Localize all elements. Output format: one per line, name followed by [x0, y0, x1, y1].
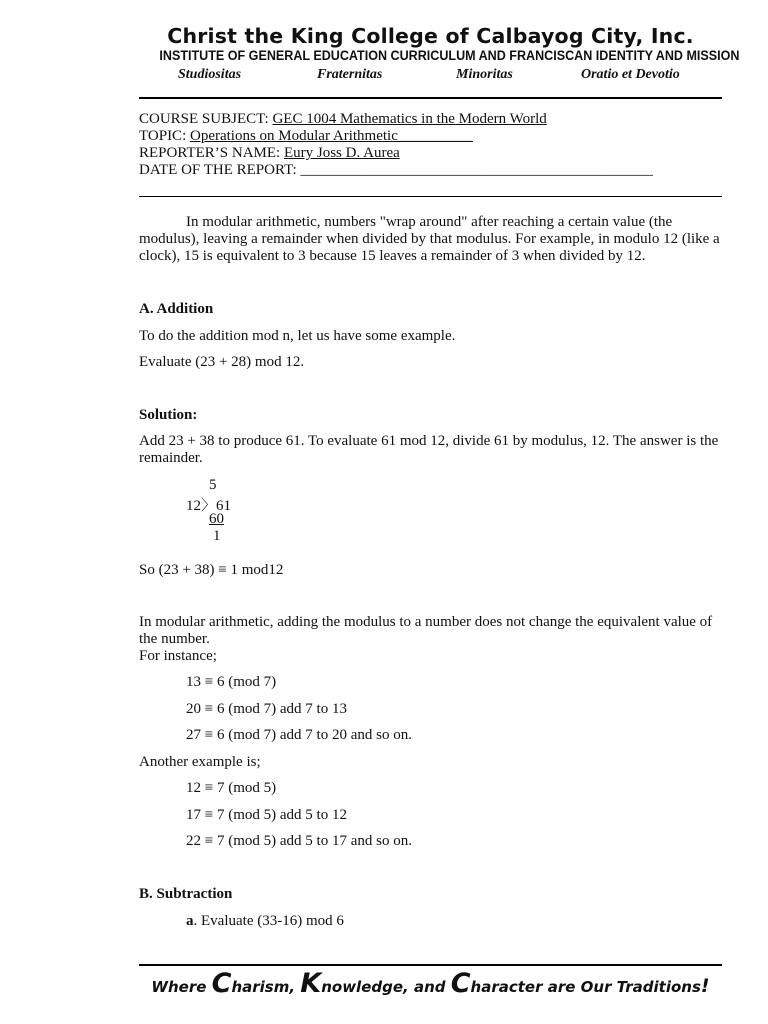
section-b-title: B. Subtraction [139, 886, 233, 902]
property-text: In modular arithmetic, adding the modulus to a number does not change the equivalent value of the number. [139, 614, 713, 647]
footer-text-4: haracter are Our Traditions [470, 978, 701, 996]
example-mod5-3: 22 ≡ 7 (mod 5) add 5 to 17 and so on. [186, 833, 412, 849]
footer-text-2: harism, [231, 978, 301, 996]
reporter-line [139, 145, 400, 162]
institute-name: INSTITUTE OF GENERAL EDUCATION CURRICULUM AND FRANCISCAN IDENTITY AND MISSION [159, 48, 740, 63]
header-rule [139, 97, 722, 99]
footer-tagline [139, 968, 722, 999]
footer-text-1: Where [151, 978, 212, 996]
subtraction-example-a [186, 913, 722, 930]
another-example: Another example is; [139, 754, 261, 770]
motto-studiositas: Studiositas [178, 67, 242, 82]
for-instance: For instance; [139, 648, 217, 664]
example-mod7-3: 27 ≡ 6 (mod 7) add 7 to 20 and so on. [186, 727, 412, 743]
course-subject-line [139, 111, 547, 128]
footer-initial-c1: C [211, 968, 232, 999]
date-value: _______________________________________________ [300, 162, 653, 178]
addition-example: Evaluate (23 + 28) mod 12. [139, 354, 305, 370]
motto-minoritas: Minoritas [456, 67, 513, 82]
division-remainder: 1 [213, 528, 221, 544]
division-product: 60 [209, 511, 224, 527]
reporter-value: Eury Joss D. Aurea [283, 145, 400, 161]
division-quotient: 5 [209, 477, 217, 493]
example-mod7-1: 13 ≡ 6 (mod 7) [186, 674, 277, 690]
example-mod7-2: 20 ≡ 6 (mod 7) add 7 to 13 [186, 701, 347, 717]
footer-rule [139, 964, 722, 966]
topic-line [139, 128, 473, 145]
division-dividend: 12〉61 [186, 498, 232, 514]
date-label: DATE OF THE REPORT: [139, 162, 301, 178]
reporter-label: REPORTER’S NAME: [139, 145, 284, 161]
example-mod5-1: 12 ≡ 7 (mod 5) [186, 780, 277, 796]
example-mod5-2: 17 ≡ 7 (mod 5) add 5 to 12 [186, 807, 347, 823]
footer-initial-c2: C [450, 968, 471, 999]
section-a-title: A. Addition [139, 301, 214, 317]
addition-intro: To do the addition mod n, let us have some example. [139, 328, 456, 344]
topic-label: TOPIC: [139, 128, 190, 144]
topic-value: Operations on Modular Arithmetic__________ [189, 128, 473, 144]
subtraction-a-text: . Evaluate (33-16) mod 6 [193, 913, 344, 929]
course-value: GEC 1004 Mathematics in the Modern World [272, 111, 547, 127]
footer-exclamation: ! [700, 975, 710, 997]
motto-fraternitas: Fraternitas [317, 67, 383, 82]
date-line [139, 162, 653, 179]
solution-text: Add 23 + 38 to produce 61. To evaluate 61 mod 12, divide 61 by modulus, 12. The answer is the remainder. [139, 433, 719, 466]
subtraction-a-label: a [186, 913, 194, 929]
course-label: COURSE SUBJECT: [139, 111, 273, 127]
info-rule [139, 196, 722, 197]
motto-oratio: Oratio et Devotio [581, 67, 680, 82]
footer-text-3: nowledge, and [321, 978, 451, 996]
footer-initial-k: K [300, 968, 322, 999]
addition-conclusion: So (23 + 38) ≡ 1 mod12 [139, 562, 284, 578]
solution-title: Solution: [139, 407, 198, 423]
school-name: Christ the King College of Calbayog City, Inc. [167, 24, 694, 48]
intro-paragraph: In modular arithmetic, numbers "wrap around" after reaching a certain value (the modulus), leaving a remainder when divided by that modulus. For example, in modulo 12 (like a clock), 15 is equivalent to 3 because 15 leaves a remainder of 3 when divided by 12. [139, 214, 720, 264]
